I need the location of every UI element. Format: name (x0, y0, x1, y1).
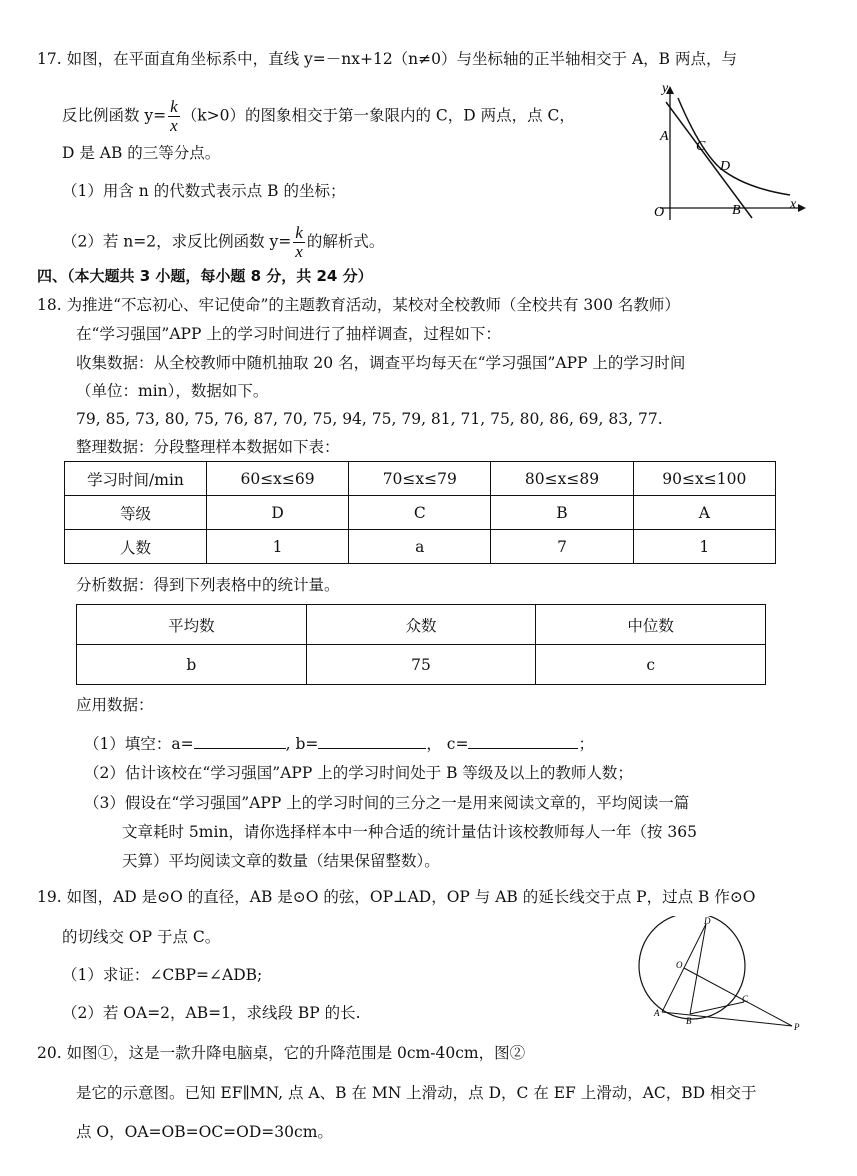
table-cell: 1 (633, 530, 775, 564)
table-cell: 75 (306, 645, 536, 685)
statistics-table (76, 604, 766, 685)
q18-part3-line2: 文章耗时 5min，请你选择样本中一种合适的统计量估计该校教师每人一年（按 365 (122, 823, 697, 841)
fill-label-a: （1）填空：a= (84, 735, 194, 753)
q19-part2: （2）若 OA=2，AB=1，求线段 BP 的长. (62, 1004, 361, 1022)
frac-denominator-2: x (295, 242, 303, 261)
frac-numerator-2: k (295, 223, 303, 242)
label-o: O (654, 205, 665, 220)
q19-circle-figure (632, 916, 807, 1034)
label-d: D (704, 916, 711, 926)
q19-line2: 的切线交 OP 于点 C。 (62, 928, 221, 946)
table-cell: 80≤x≤89 (491, 462, 633, 496)
fill-label-c: ， c= (426, 735, 469, 753)
blank-a[interactable] (194, 732, 286, 749)
line-op (684, 968, 792, 1026)
table-cell: C (349, 496, 491, 530)
table-cell: D (206, 496, 348, 530)
chord-db (690, 924, 706, 1014)
table-cell: 学习时间/min (65, 462, 207, 496)
label-p: P (794, 1022, 800, 1032)
x-axis-arrow (798, 204, 806, 212)
q18-part3-line1: （3）假设在“学习强国”APP 上的学习时间的三分之一是用来阅读文章的，平均阅读一篇 (84, 794, 690, 812)
label-b: B (686, 1016, 692, 1026)
label-o: O (676, 960, 683, 970)
table-row (65, 462, 776, 496)
label-d: D (720, 159, 731, 174)
q18-part3-line3: 天算）平均阅读文章的数量（结果保留整数）。 (122, 852, 440, 870)
q17-part2-pre: （2）若 n=2，求反比例函数 y= (62, 232, 292, 251)
line-ab (666, 102, 752, 218)
q18-part2: （2）估计该校在“学习强国”APP 上的学习时间处于 B 等级及以上的教师人数； (84, 764, 633, 782)
table-cell: 等级 (65, 496, 207, 530)
label-a: A (654, 1008, 660, 1018)
q17-part2 (62, 224, 384, 261)
blank-b[interactable] (318, 732, 426, 749)
table-cell: c (536, 645, 766, 685)
label-y: y (662, 81, 669, 96)
label-c: C (742, 994, 749, 1004)
q18-apply: 应用数据： (76, 696, 154, 714)
table-cell: a (349, 530, 491, 564)
q17-line2-post: （k>0）的图象相交于第一象限内的 C，D 两点，点 C， (181, 106, 575, 125)
fill-label-b: , b= (285, 735, 319, 753)
grouped-frequency-table (64, 461, 776, 564)
table-cell: 1 (206, 530, 348, 564)
label-b: B (732, 203, 741, 218)
hyperbola-curve (678, 98, 790, 195)
fill-end: ； (578, 735, 594, 753)
q20-line1: 20. 如图①，这是一款升降电脑桌，它的升降范围是 0cm-40cm，图② (37, 1044, 526, 1062)
line-ap (662, 1012, 792, 1026)
q18-line4: （单位：min），数据如下。 (76, 382, 269, 400)
frac-denominator: x (170, 116, 178, 135)
table-row (77, 645, 766, 685)
q18-line1: 18. 为推进“不忘初心、牢记使命”的主题教育活动，某校对全校教师（全校共有 300 名教师） (37, 296, 680, 314)
q18-data-line: 79, 85, 73, 80, 75, 76, 87, 70, 75, 94, 75, 79, 81, 71, 75, 80, 86, 69, 83, 77. (76, 410, 663, 428)
table-cell: 90≤x≤100 (633, 462, 775, 496)
table-row (77, 605, 766, 645)
q18-line2: 在“学习强国”APP 上的学习时间进行了抽样调查，过程如下： (76, 325, 501, 343)
table-cell: 60≤x≤69 (206, 462, 348, 496)
q18-organize: 整理数据：分段整理样本数据如下表： (76, 438, 340, 456)
q17-line1: 17. 如图，在平面直角坐标系中，直线 y=－nx+12（n≠0）与坐标轴的正半轴相交于 A，B 两点，与 (37, 50, 737, 68)
section-4-heading: 四、（本大题共 3 小题，每小题 8 分，共 24 分） (37, 267, 373, 285)
q17-line2-pre: 反比例函数 y= (62, 106, 167, 125)
q17-line2 (62, 98, 575, 135)
table-row (65, 496, 776, 530)
table-cell: b (77, 645, 307, 685)
table-cell: 中位数 (536, 605, 766, 645)
q20-line3: 点 O，OA=OB=OC=OD=30cm。 (76, 1123, 333, 1141)
q17-part1: （1）用含 n 的代数式表示点 B 的坐标； (62, 182, 346, 200)
table-cell: B (491, 496, 633, 530)
frac-numerator: k (170, 97, 178, 116)
q17-part2-post: 的解析式。 (306, 232, 385, 251)
q18-analyze: 分析数据：得到下列表格中的统计量。 (76, 576, 340, 594)
blank-c[interactable] (468, 732, 578, 749)
q20-line2: 是它的示意图。已知 EF∥MN, 点 A、B 在 MN 上滑动，点 D，C 在 EF 上滑动，AC，BD 相交于 (76, 1084, 757, 1102)
table-cell: 平均数 (77, 605, 307, 645)
table-cell: A (633, 496, 775, 530)
q17-coordinate-figure (640, 80, 810, 225)
table-row (65, 530, 776, 564)
table-cell: 人数 (65, 530, 207, 564)
label-a: A (660, 129, 669, 144)
q17-line3: D 是 AB 的三等分点。 (62, 144, 221, 162)
table-cell: 70≤x≤79 (349, 462, 491, 496)
q19-part1: （1）求证：∠CBP=∠ADB; (62, 966, 263, 984)
q18-line3: 收集数据：从全校教师中随机抽取 20 名，调查平均每天在“学习强国”APP 上的学习时间 (76, 354, 686, 372)
label-x: x (790, 197, 797, 212)
fraction-k-over-x (168, 98, 180, 135)
table-cell: 7 (491, 530, 633, 564)
table-cell: 众数 (306, 605, 536, 645)
label-c: C (696, 139, 706, 154)
q18-part1 (84, 732, 594, 755)
fraction-k-over-x-2 (293, 224, 305, 261)
q19-line1: 19. 如图，AD 是⊙O 的直径，AB 是⊙O 的弦，OP⊥AD，OP 与 AB 的延长线交于点 P，过点 B 作⊙O (37, 888, 756, 906)
